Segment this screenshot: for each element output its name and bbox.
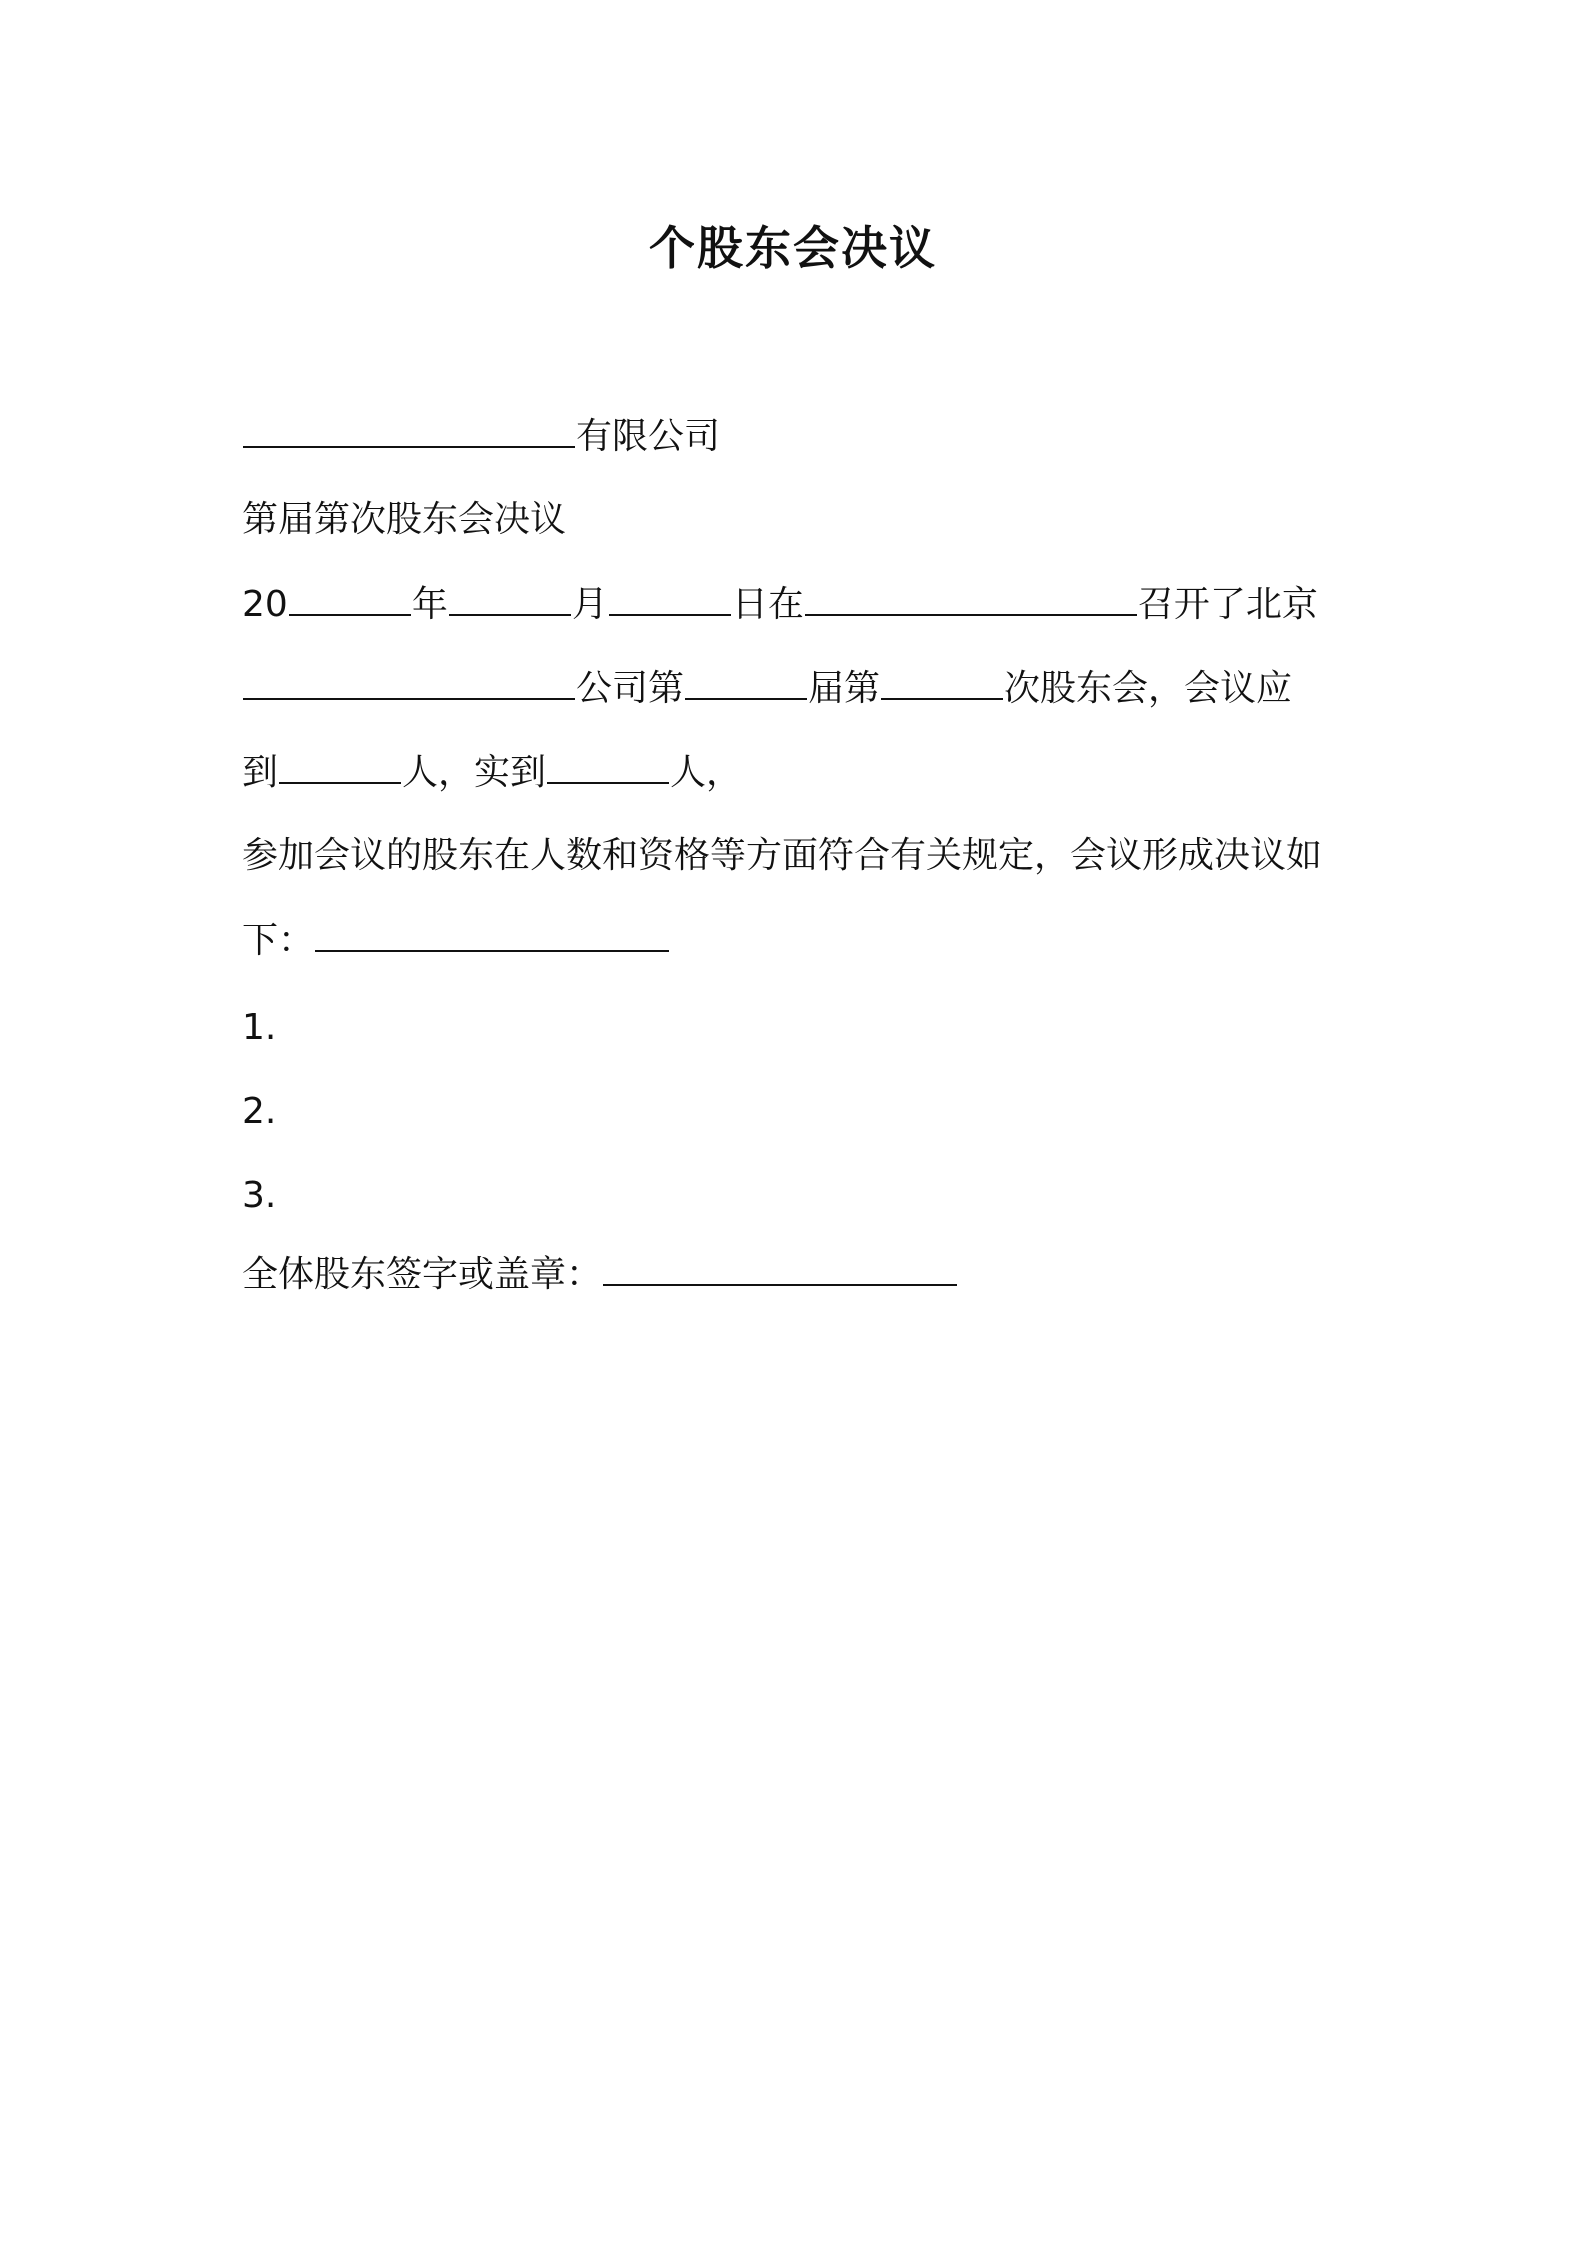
day-blank[interactable]: [609, 580, 731, 616]
year-prefix: 20: [242, 584, 288, 625]
session-blank[interactable]: [685, 664, 807, 700]
company-blank[interactable]: [243, 664, 575, 700]
paragraph-date-place: [242, 580, 1318, 629]
page-title: 个股东会决议: [649, 221, 937, 275]
resolution-label: 下：: [242, 920, 315, 961]
company-suffix: 有限公司: [576, 416, 721, 457]
signature-label: 全体股东签字或盖章：: [242, 1254, 603, 1295]
company-name-blank[interactable]: [243, 412, 575, 448]
meeting-label: 次股东会，会议应: [1004, 668, 1293, 709]
paragraph-company-session: [242, 664, 1292, 713]
session-heading: 第届第次股东会决议: [242, 499, 567, 540]
resolution-item-3: 3.: [242, 1175, 277, 1216]
meeting-no-blank[interactable]: [881, 664, 1003, 700]
paragraph-attendance: [242, 748, 742, 797]
company-no-label: 公司第: [576, 668, 685, 709]
actual-count-blank[interactable]: [547, 748, 669, 784]
resolution-item-2: 2.: [242, 1091, 277, 1132]
year-blank[interactable]: [289, 580, 411, 616]
session-label: 届第: [808, 668, 881, 709]
month-blank[interactable]: [449, 580, 571, 616]
place-blank[interactable]: [805, 580, 1137, 616]
day-at-label: 日在: [731, 584, 804, 625]
signature-line: [242, 1250, 958, 1299]
month-label: 月: [571, 584, 608, 625]
resolution-item-1: 1.: [242, 1007, 277, 1048]
persons-end-label: 人，: [670, 752, 743, 793]
resolution-line: [242, 916, 670, 965]
actual-label: 人，实到: [402, 752, 547, 793]
resolution-blank[interactable]: [315, 916, 669, 952]
signature-blank[interactable]: [603, 1250, 957, 1286]
company-name-line: [242, 412, 720, 461]
should-label: 到: [242, 752, 279, 793]
held-label: 召开了北京: [1137, 584, 1318, 625]
expected-count-blank[interactable]: [279, 748, 401, 784]
paragraph-compliance: 参加会议的股东在人数和资格等方面符合有关规定，会议形成决议如: [242, 835, 1323, 876]
year-label: 年: [411, 584, 448, 625]
